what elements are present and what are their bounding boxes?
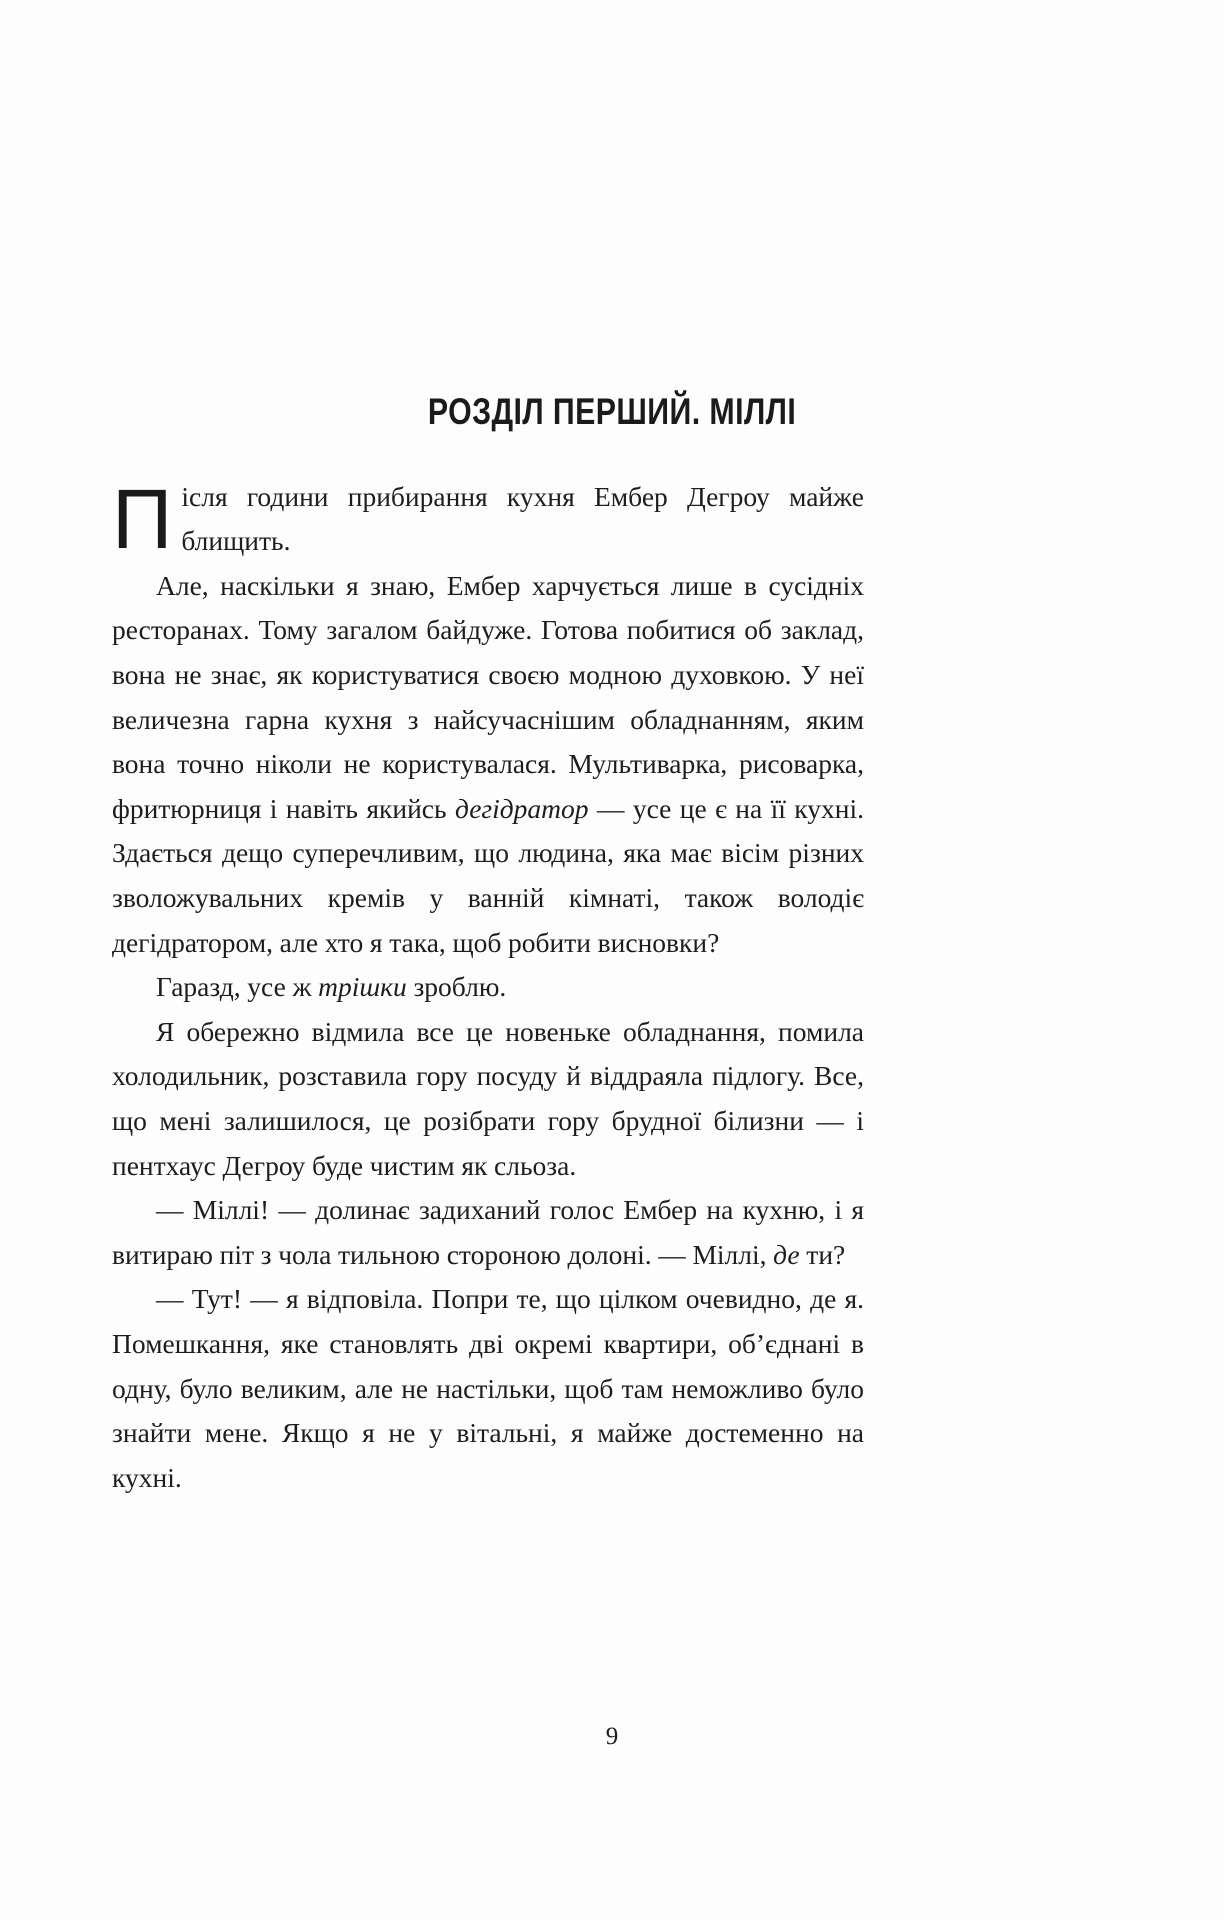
- paragraph-1: [112, 471, 864, 566]
- page-number: 9: [605, 1723, 619, 1750]
- paragraph-3: [112, 965, 864, 1010]
- paragraph-2-text: Але, наскільки я знаю, Ембер харчується лише в сусідніх ресторанах. Тому загалом байдуже. Готова побитися об заклад, вона не знає, як користуватися своєю модною духовкою. У неї величезна гарна кухня з найсучаснішим обладнанням, яким вона точно ніколи не користувалася. Мультиварка, рисоварка, фритюрниця і навіть якийсь: [112, 569, 864, 824]
- paragraph-5-text-after: ти?: [799, 1238, 846, 1270]
- paragraph-5-emphasis: де: [773, 1238, 800, 1270]
- top-margin: [0, 0, 1224, 392]
- body-text-block: [112, 471, 864, 1501]
- page-title: РОЗДІЛ ПЕРШИЙ. МІЛЛІ: [427, 391, 797, 432]
- paragraph-5-text: — Міллі! — долинає задиханий голос Ембер на кухню, і я витираю піт з чола тильною стороною долоні. — Міллі,: [112, 1194, 864, 1270]
- paragraph-4-text: Я обережно відмила все це новеньке обладнання, помила холодильник, розставила гору посуду й віддраяла підлогу. Все, що мені залишилося, це розібрати гору брудної білизни — і пентхаус Дегроу буде чистим як сльоза.: [112, 1015, 864, 1181]
- paragraph-3-emphasis: трішки: [318, 971, 407, 1003]
- paragraph-2-text-after: — усе це є на її кухні. Здається дещо суперечливим, що людина, яка має вісім різних зволожувальних кремів у ванній кімнаті, також володіє дегідратором, але хто я така, щоб робити висновки?: [112, 792, 864, 958]
- paragraph-1-text: Після години прибирання кухня Ембер Дегроу майже блищить.: [112, 471, 864, 566]
- paragraph-6-text: — Тут! — я відповіла. Попри те, що цілком очевидно, де я. Помешкання, яке становлять дві окремі квартири, об’єднані в одну, було великим, але не настільки, щоб там неможливо було знайти мене. Якщо я не у вітальні, я майже достеменно на кухні.: [112, 1283, 864, 1493]
- paragraph-2: [112, 564, 864, 965]
- paragraph-2-emphasis: дегідратор: [454, 792, 589, 824]
- paragraph-6: [112, 1277, 864, 1500]
- paragraph-3-text: Гаразд, усе ж: [156, 971, 319, 1003]
- paragraph-3-text-after: зроблю.: [406, 971, 507, 1003]
- paragraph-5: [112, 1188, 864, 1277]
- paragraph-4: [112, 1010, 864, 1188]
